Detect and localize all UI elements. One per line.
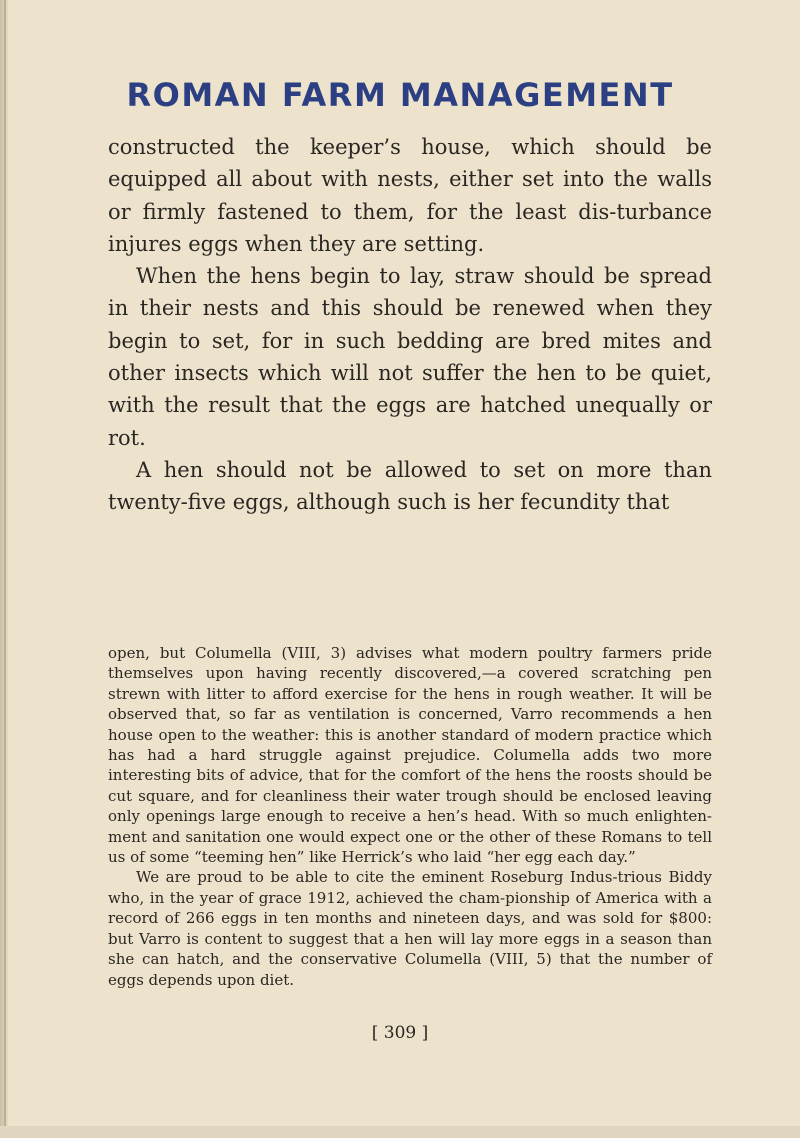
running-head: ROMAN FARM MANAGEMENT: [126, 76, 674, 114]
paragraph: When the hens begin to lay, straw should be spread in their nests and this should be renewed when they begin to set, for in such bedding are bred mites and other insects which will not suffer the hen to be quiet, with the result that the eggs are hatched unequally or rot.: [108, 264, 712, 450]
paragraph: We are proud to be able to cite the eminent Roseburg Indus-trious Biddy who, in the year of grace 1912, achieved the cham-pionship of America with a record of 266 eggs in ten months and nineteen days, and was sold for $800: but Varro is content to suggest that a hen will lay more eggs in a season than she can hatch, and the conservative Columella (VIII, 5) that the number of eggs depends upon diet.: [108, 868, 712, 989]
paragraph: constructed the keeper’s house, which should be equipped all about with nests, either set into the walls or firmly fastened to them, for the least dis-turbance injures eggs when they are setting.: [108, 135, 712, 256]
binding-line: [4, 0, 6, 1138]
paragraph: A hen should not be allowed to set on more than twenty-five eggs, although such is her fecundity that: [108, 457, 712, 515]
page-number: [ 309 ]: [371, 1023, 429, 1043]
body-text-large: [108, 131, 712, 519]
body-text-small: [108, 643, 712, 990]
bottom-edge: [0, 1126, 800, 1138]
paragraph: open, but Columella (VIII, 3) advises what modern poultry farmers pride themselves upon having recently discovered,—a covered scratching pen strewn with litter to afford exercise for the hens in rough weather. It will be observed that, so far as ventilation is concerned, Varro recommends a hen house open to the weather: this is another standard of modern practice which has had a hard struggle against prejudice. Columella adds two more interesting bits of advice, that for the comfort of the hens the roosts should be cut square, and for cleanliness their water trough should be enclosed leaving only openings large enough to receive a hen’s head. With so much enlighten-ment and sanitation one would expect one or the other of these Romans to tell us of some “teeming hen” like Herrick’s who laid “her egg each day.”: [108, 644, 712, 867]
